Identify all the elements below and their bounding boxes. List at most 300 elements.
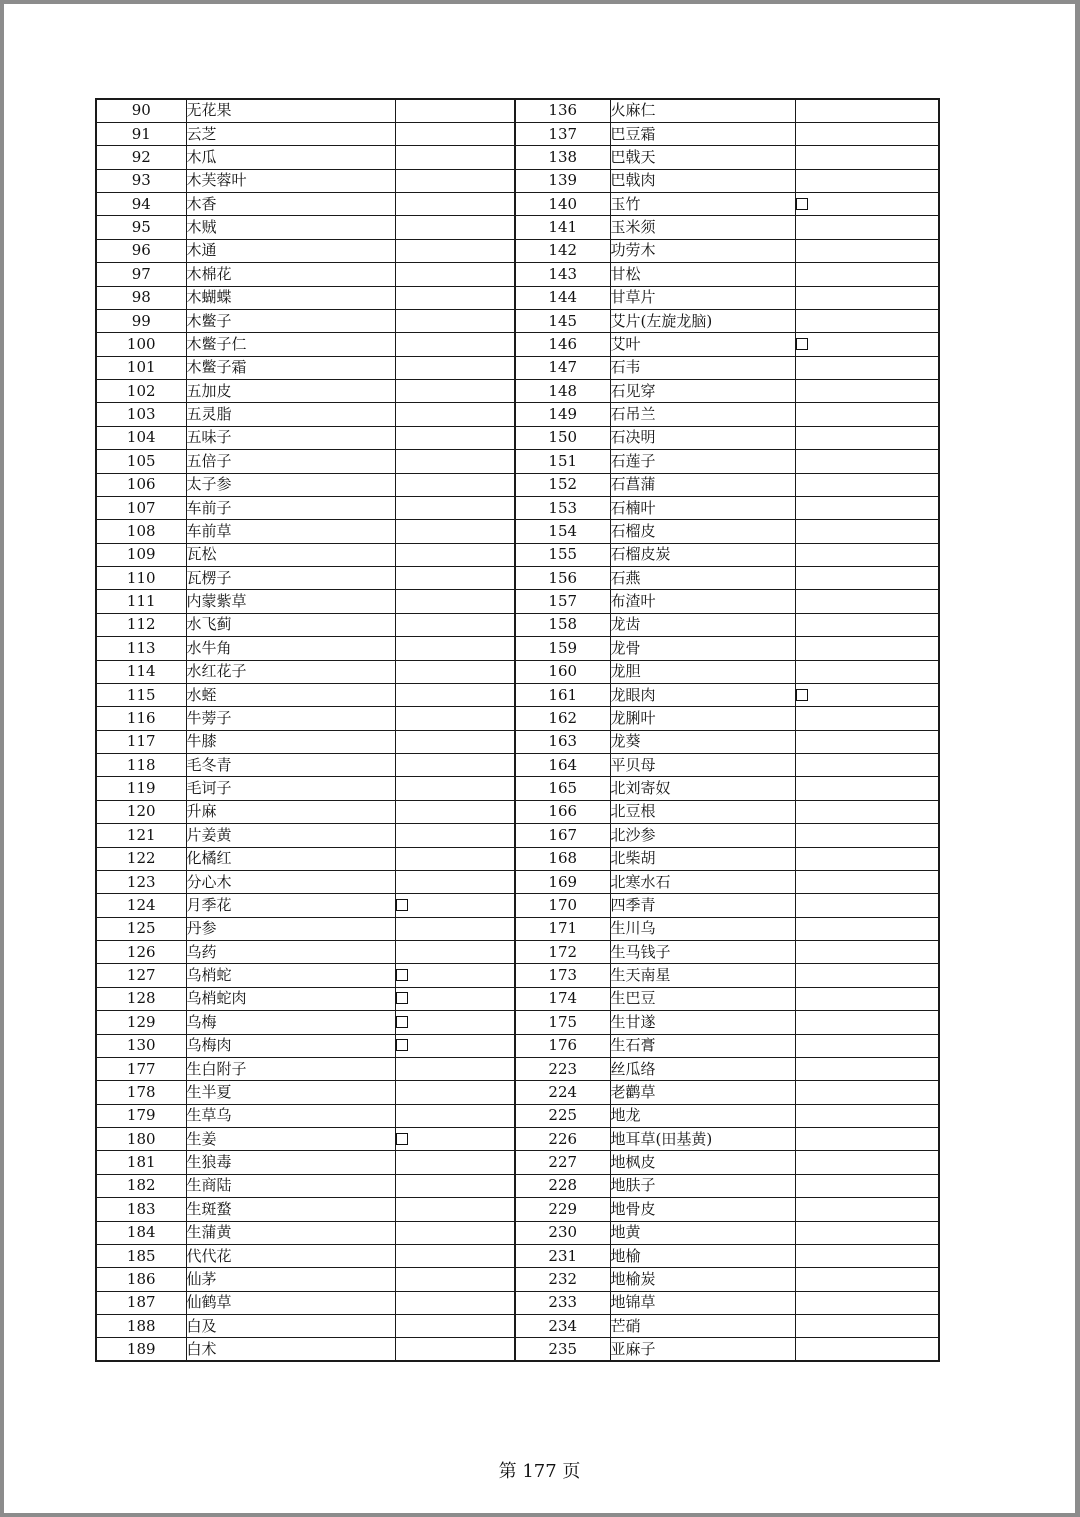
- left-mark-cell: [395, 473, 515, 496]
- table-row: [96, 1268, 939, 1291]
- table-row: [96, 263, 939, 286]
- left-name-cell: 生白附子: [186, 1057, 395, 1080]
- table-row: [96, 403, 939, 426]
- left-mark-cell: [395, 146, 515, 169]
- left-mark-cell: [395, 1338, 515, 1361]
- right-number-cell: 145: [515, 309, 610, 332]
- left-mark-cell: [395, 380, 515, 403]
- left-number-cell: 180: [96, 1128, 186, 1151]
- right-name-cell: 北豆根: [610, 800, 795, 823]
- right-name-cell: 石燕: [610, 567, 795, 590]
- left-number-cell: 95: [96, 216, 186, 239]
- right-name-cell: 石见穿: [610, 380, 795, 403]
- checkbox-square-icon: [396, 969, 408, 981]
- left-name-cell: 乌梅肉: [186, 1034, 395, 1057]
- left-number-cell: 116: [96, 707, 186, 730]
- right-number-cell: 163: [515, 730, 610, 753]
- right-name-cell: 龙葵: [610, 730, 795, 753]
- right-mark-cell: [795, 426, 939, 449]
- right-number-cell: 224: [515, 1081, 610, 1104]
- left-mark-cell: [395, 1104, 515, 1127]
- right-mark-cell: [795, 1198, 939, 1221]
- left-mark-cell: [395, 1291, 515, 1314]
- left-name-cell: 车前子: [186, 496, 395, 519]
- table-row: [96, 590, 939, 613]
- right-mark-cell: [795, 473, 939, 496]
- right-number-cell: 164: [515, 754, 610, 777]
- right-name-cell: 玉米须: [610, 216, 795, 239]
- right-number-cell: 155: [515, 543, 610, 566]
- right-name-cell: 北刘寄奴: [610, 777, 795, 800]
- right-name-cell: 四季青: [610, 894, 795, 917]
- right-number-cell: 228: [515, 1174, 610, 1197]
- left-mark-cell: [395, 683, 515, 706]
- left-number-cell: 101: [96, 356, 186, 379]
- table-row: [96, 613, 939, 636]
- right-number-cell: 142: [515, 239, 610, 262]
- left-mark-cell: [395, 567, 515, 590]
- right-number-cell: 144: [515, 286, 610, 309]
- checkbox-square-icon: [396, 1133, 408, 1145]
- left-name-cell: 毛冬青: [186, 754, 395, 777]
- right-name-cell: 地榆: [610, 1244, 795, 1267]
- table-row: [96, 286, 939, 309]
- right-mark-cell: [795, 99, 939, 122]
- table-row: [96, 216, 939, 239]
- checkbox-square-icon: [796, 198, 808, 210]
- right-mark-cell: [795, 1104, 939, 1127]
- right-name-cell: 石菖蒲: [610, 473, 795, 496]
- left-number-cell: 126: [96, 941, 186, 964]
- left-number-cell: 90: [96, 99, 186, 122]
- left-number-cell: 182: [96, 1174, 186, 1197]
- table-row: [96, 1221, 939, 1244]
- right-mark-cell: [795, 286, 939, 309]
- right-number-cell: 146: [515, 333, 610, 356]
- left-name-cell: 升麻: [186, 800, 395, 823]
- left-number-cell: 188: [96, 1315, 186, 1338]
- left-name-cell: 瓦楞子: [186, 567, 395, 590]
- right-mark-cell: [795, 263, 939, 286]
- right-number-cell: 152: [515, 473, 610, 496]
- right-number-cell: 149: [515, 403, 610, 426]
- table-row: [96, 99, 939, 122]
- table-row: [96, 567, 939, 590]
- table-row: [96, 1057, 939, 1080]
- left-mark-cell: [395, 1128, 515, 1151]
- left-mark-cell: [395, 894, 515, 917]
- right-number-cell: 137: [515, 122, 610, 145]
- left-mark-cell: [395, 987, 515, 1010]
- right-number-cell: 170: [515, 894, 610, 917]
- left-mark-cell: [395, 730, 515, 753]
- left-mark-cell: [395, 941, 515, 964]
- left-mark-cell: [395, 1081, 515, 1104]
- left-name-cell: 水蛭: [186, 683, 395, 706]
- left-number-cell: 117: [96, 730, 186, 753]
- left-name-cell: 牛膝: [186, 730, 395, 753]
- left-name-cell: 生蒲黄: [186, 1221, 395, 1244]
- right-name-cell: 北柴胡: [610, 847, 795, 870]
- right-name-cell: 龙骨: [610, 637, 795, 660]
- left-mark-cell: [395, 1151, 515, 1174]
- right-mark-cell: [795, 1128, 939, 1151]
- right-number-cell: 166: [515, 800, 610, 823]
- table-row: [96, 1174, 939, 1197]
- right-name-cell: 丝瓜络: [610, 1057, 795, 1080]
- right-mark-cell: [795, 707, 939, 730]
- right-name-cell: 石莲子: [610, 450, 795, 473]
- table-row: [96, 964, 939, 987]
- right-number-cell: 153: [515, 496, 610, 519]
- left-number-cell: 184: [96, 1221, 186, 1244]
- table-row: [96, 754, 939, 777]
- left-name-cell: 仙鹤草: [186, 1291, 395, 1314]
- right-mark-cell: [795, 1315, 939, 1338]
- right-mark-cell: [795, 1244, 939, 1267]
- right-mark-cell: [795, 613, 939, 636]
- page-footer: [4, 1457, 1075, 1483]
- left-number-cell: 178: [96, 1081, 186, 1104]
- table-row: [96, 1315, 939, 1338]
- right-mark-cell: [795, 941, 939, 964]
- right-name-cell: 亚麻子: [610, 1338, 795, 1361]
- left-mark-cell: [395, 1315, 515, 1338]
- left-number-cell: 122: [96, 847, 186, 870]
- right-name-cell: 地肤子: [610, 1174, 795, 1197]
- left-number-cell: 111: [96, 590, 186, 613]
- left-mark-cell: [395, 99, 515, 122]
- table-row: [96, 987, 939, 1010]
- table-row: [96, 800, 939, 823]
- left-name-cell: 白及: [186, 1315, 395, 1338]
- left-name-cell: 乌梢蛇肉: [186, 987, 395, 1010]
- right-mark-cell: [795, 520, 939, 543]
- table-row: [96, 380, 939, 403]
- right-number-cell: 235: [515, 1338, 610, 1361]
- left-name-cell: 丹参: [186, 917, 395, 940]
- right-number-cell: 139: [515, 169, 610, 192]
- table-row: [96, 824, 939, 847]
- right-name-cell: 巴戟天: [610, 146, 795, 169]
- right-name-cell: 北寒水石: [610, 870, 795, 893]
- right-number-cell: 141: [515, 216, 610, 239]
- left-mark-cell: [395, 1034, 515, 1057]
- right-number-cell: 232: [515, 1268, 610, 1291]
- left-mark-cell: [395, 122, 515, 145]
- right-name-cell: 石吊兰: [610, 403, 795, 426]
- table-row: [96, 520, 939, 543]
- right-name-cell: 玉竹: [610, 193, 795, 216]
- right-number-cell: 231: [515, 1244, 610, 1267]
- footer-prefix: 第: [498, 1461, 517, 1482]
- checkbox-square-icon: [796, 338, 808, 350]
- left-name-cell: 瓦松: [186, 543, 395, 566]
- right-name-cell: 艾叶: [610, 333, 795, 356]
- checkbox-square-icon: [796, 689, 808, 701]
- right-mark-cell: [795, 1174, 939, 1197]
- right-name-cell: 地锦草: [610, 1291, 795, 1314]
- checkbox-square-icon: [396, 1016, 408, 1028]
- left-mark-cell: [395, 169, 515, 192]
- herb-table-body: [96, 99, 939, 1361]
- left-mark-cell: [395, 496, 515, 519]
- left-name-cell: 白术: [186, 1338, 395, 1361]
- right-mark-cell: [795, 543, 939, 566]
- table-row: [96, 1104, 939, 1127]
- table-row: [96, 146, 939, 169]
- left-mark-cell: [395, 917, 515, 940]
- right-number-cell: 162: [515, 707, 610, 730]
- left-name-cell: 水牛角: [186, 637, 395, 660]
- left-number-cell: 114: [96, 660, 186, 683]
- left-name-cell: 化橘红: [186, 847, 395, 870]
- left-number-cell: 109: [96, 543, 186, 566]
- right-name-cell: 地耳草(田基黄): [610, 1128, 795, 1151]
- left-mark-cell: [395, 193, 515, 216]
- table-row: [96, 917, 939, 940]
- left-name-cell: 无花果: [186, 99, 395, 122]
- right-name-cell: 龙眼肉: [610, 683, 795, 706]
- left-name-cell: 仙茅: [186, 1268, 395, 1291]
- right-name-cell: 生天南星: [610, 964, 795, 987]
- left-name-cell: 木蝴蝶: [186, 286, 395, 309]
- table-row: [96, 1198, 939, 1221]
- left-mark-cell: [395, 239, 515, 262]
- right-mark-cell: [795, 987, 939, 1010]
- right-number-cell: 159: [515, 637, 610, 660]
- left-mark-cell: [395, 426, 515, 449]
- left-number-cell: 183: [96, 1198, 186, 1221]
- right-number-cell: 138: [515, 146, 610, 169]
- left-mark-cell: [395, 590, 515, 613]
- left-name-cell: 木鳖子仁: [186, 333, 395, 356]
- left-name-cell: 木香: [186, 193, 395, 216]
- left-mark-cell: [395, 1221, 515, 1244]
- table-row: [96, 193, 939, 216]
- left-number-cell: 103: [96, 403, 186, 426]
- left-number-cell: 99: [96, 309, 186, 332]
- left-mark-cell: [395, 754, 515, 777]
- right-number-cell: 158: [515, 613, 610, 636]
- right-mark-cell: [795, 730, 939, 753]
- right-mark-cell: [795, 216, 939, 239]
- right-name-cell: 甘草片: [610, 286, 795, 309]
- left-mark-cell: [395, 286, 515, 309]
- left-number-cell: 185: [96, 1244, 186, 1267]
- table-row: [96, 450, 939, 473]
- right-mark-cell: [795, 590, 939, 613]
- left-name-cell: 分心木: [186, 870, 395, 893]
- left-name-cell: 五灵脂: [186, 403, 395, 426]
- left-name-cell: 木鳖子: [186, 309, 395, 332]
- left-name-cell: 片姜黄: [186, 824, 395, 847]
- right-name-cell: 芒硝: [610, 1315, 795, 1338]
- right-number-cell: 225: [515, 1104, 610, 1127]
- table-row: [96, 660, 939, 683]
- table-row: [96, 426, 939, 449]
- left-name-cell: 云芝: [186, 122, 395, 145]
- right-name-cell: 地榆炭: [610, 1268, 795, 1291]
- right-number-cell: 143: [515, 263, 610, 286]
- right-mark-cell: [795, 964, 939, 987]
- table-row: [96, 239, 939, 262]
- right-number-cell: 174: [515, 987, 610, 1010]
- left-mark-cell: [395, 777, 515, 800]
- left-number-cell: 119: [96, 777, 186, 800]
- right-name-cell: 老鹳草: [610, 1081, 795, 1104]
- right-number-cell: 160: [515, 660, 610, 683]
- right-number-cell: 154: [515, 520, 610, 543]
- left-name-cell: 木瓜: [186, 146, 395, 169]
- left-name-cell: 木通: [186, 239, 395, 262]
- left-mark-cell: [395, 1268, 515, 1291]
- left-mark-cell: [395, 660, 515, 683]
- table-row: [96, 1151, 939, 1174]
- table-row: [96, 870, 939, 893]
- left-number-cell: 129: [96, 1011, 186, 1034]
- right-name-cell: 地骨皮: [610, 1198, 795, 1221]
- right-name-cell: 功劳木: [610, 239, 795, 262]
- table-row: [96, 333, 939, 356]
- table-row: [96, 543, 939, 566]
- left-mark-cell: [395, 707, 515, 730]
- left-name-cell: 生半夏: [186, 1081, 395, 1104]
- right-mark-cell: [795, 683, 939, 706]
- left-number-cell: 92: [96, 146, 186, 169]
- right-name-cell: 生甘遂: [610, 1011, 795, 1034]
- right-mark-cell: [795, 1221, 939, 1244]
- left-number-cell: 179: [96, 1104, 186, 1127]
- left-number-cell: 106: [96, 473, 186, 496]
- left-number-cell: 127: [96, 964, 186, 987]
- herb-table: [95, 98, 940, 1362]
- checkbox-square-icon: [396, 992, 408, 1004]
- right-number-cell: 229: [515, 1198, 610, 1221]
- table-row: [96, 1034, 939, 1057]
- left-number-cell: 93: [96, 169, 186, 192]
- right-name-cell: 龙胆: [610, 660, 795, 683]
- left-number-cell: 97: [96, 263, 186, 286]
- right-mark-cell: [795, 239, 939, 262]
- table-row: [96, 730, 939, 753]
- table-row: [96, 496, 939, 519]
- left-name-cell: 乌药: [186, 941, 395, 964]
- right-mark-cell: [795, 1268, 939, 1291]
- table-row: [96, 169, 939, 192]
- right-name-cell: 北沙参: [610, 824, 795, 847]
- left-mark-cell: [395, 450, 515, 473]
- right-mark-cell: [795, 1011, 939, 1034]
- right-mark-cell: [795, 122, 939, 145]
- left-mark-cell: [395, 800, 515, 823]
- table-row: [96, 1244, 939, 1267]
- left-mark-cell: [395, 824, 515, 847]
- right-name-cell: 石决明: [610, 426, 795, 449]
- right-number-cell: 230: [515, 1221, 610, 1244]
- right-mark-cell: [795, 637, 939, 660]
- right-mark-cell: [795, 917, 939, 940]
- left-mark-cell: [395, 1174, 515, 1197]
- right-number-cell: 172: [515, 941, 610, 964]
- right-mark-cell: [795, 309, 939, 332]
- table-row: [96, 356, 939, 379]
- left-mark-cell: [395, 964, 515, 987]
- right-number-cell: 150: [515, 426, 610, 449]
- right-name-cell: 石韦: [610, 356, 795, 379]
- left-name-cell: 生狼毒: [186, 1151, 395, 1174]
- table-row: [96, 1128, 939, 1151]
- left-mark-cell: [395, 356, 515, 379]
- right-mark-cell: [795, 894, 939, 917]
- right-name-cell: 生巴豆: [610, 987, 795, 1010]
- page-number: 177: [522, 1461, 557, 1482]
- left-mark-cell: [395, 870, 515, 893]
- right-number-cell: 226: [515, 1128, 610, 1151]
- right-number-cell: 157: [515, 590, 610, 613]
- right-mark-cell: [795, 1081, 939, 1104]
- left-number-cell: 102: [96, 380, 186, 403]
- right-name-cell: 平贝母: [610, 754, 795, 777]
- left-number-cell: 118: [96, 754, 186, 777]
- right-mark-cell: [795, 567, 939, 590]
- right-mark-cell: [795, 333, 939, 356]
- table-row: [96, 1338, 939, 1361]
- right-number-cell: 176: [515, 1034, 610, 1057]
- right-number-cell: 171: [515, 917, 610, 940]
- left-name-cell: 水红花子: [186, 660, 395, 683]
- left-mark-cell: [395, 263, 515, 286]
- right-mark-cell: [795, 1057, 939, 1080]
- table-row: [96, 941, 939, 964]
- left-mark-cell: [395, 403, 515, 426]
- right-mark-cell: [795, 1338, 939, 1361]
- right-name-cell: 生川乌: [610, 917, 795, 940]
- left-mark-cell: [395, 333, 515, 356]
- right-name-cell: 生石膏: [610, 1034, 795, 1057]
- right-name-cell: 石榴皮: [610, 520, 795, 543]
- left-number-cell: 115: [96, 683, 186, 706]
- right-name-cell: 地枫皮: [610, 1151, 795, 1174]
- left-number-cell: 125: [96, 917, 186, 940]
- right-number-cell: 169: [515, 870, 610, 893]
- right-number-cell: 168: [515, 847, 610, 870]
- right-name-cell: 石榴皮炭: [610, 543, 795, 566]
- table-row: [96, 1011, 939, 1034]
- left-name-cell: 乌梢蛇: [186, 964, 395, 987]
- right-name-cell: 地黄: [610, 1221, 795, 1244]
- right-mark-cell: [795, 403, 939, 426]
- left-number-cell: 105: [96, 450, 186, 473]
- right-mark-cell: [795, 146, 939, 169]
- right-mark-cell: [795, 660, 939, 683]
- left-number-cell: 104: [96, 426, 186, 449]
- right-name-cell: 龙齿: [610, 613, 795, 636]
- left-number-cell: 120: [96, 800, 186, 823]
- right-number-cell: 136: [515, 99, 610, 122]
- checkbox-square-icon: [396, 1039, 408, 1051]
- right-name-cell: 火麻仁: [610, 99, 795, 122]
- left-number-cell: 94: [96, 193, 186, 216]
- left-name-cell: 木贼: [186, 216, 395, 239]
- left-number-cell: 96: [96, 239, 186, 262]
- table-row: [96, 1291, 939, 1314]
- right-mark-cell: [795, 356, 939, 379]
- right-mark-cell: [795, 1034, 939, 1057]
- left-name-cell: 车前草: [186, 520, 395, 543]
- left-mark-cell: [395, 613, 515, 636]
- left-name-cell: 月季花: [186, 894, 395, 917]
